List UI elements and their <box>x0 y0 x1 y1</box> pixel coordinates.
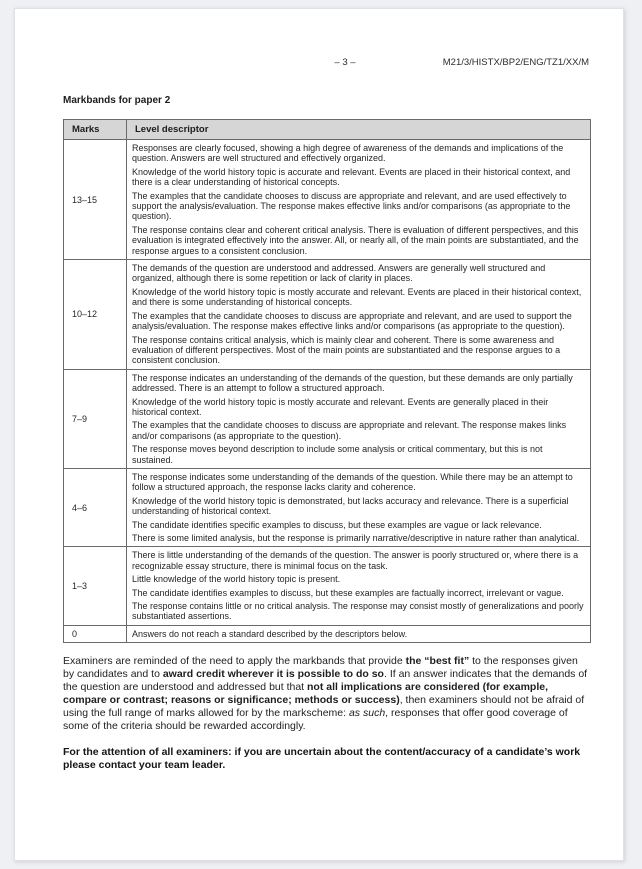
markband-row <box>64 369 591 468</box>
marks-cell: 13–15 <box>64 140 127 260</box>
level-descriptor-cell <box>127 625 591 642</box>
guidance-segment: , responses that offer good coverage of some of the criteria should be rewarded accordingly. <box>63 707 568 733</box>
marks-cell: 1–3 <box>64 547 127 625</box>
descriptor-paragraph: The response indicates some understanding of the demands of the question. While there may be an attempt to follow a structured approach, the response lacks clarity and coherence. <box>132 471 573 493</box>
marks-cell: 7–9 <box>64 369 127 468</box>
markband-table <box>63 119 591 643</box>
examiner-notice: For the attention of all examiners: if you are uncertain about the content/accuracy of a candidate’s work please contact your team leader. <box>63 746 581 772</box>
descriptor-paragraph: The response moves beyond description to include some analysis or critical commentary, but this is not sustained. <box>132 444 543 465</box>
marks-cell: 4–6 <box>64 468 127 546</box>
markband-row <box>64 547 591 625</box>
descriptor-paragraph: The response contains critical analysis, which is mainly clear and coherent. There is some awareness and evaluation of different perspectives. Most of the main points are substantiated and the response argues to a consistent conclusion. <box>132 334 561 366</box>
descriptor-paragraph: Little knowledge of the world history topic is present. <box>132 574 341 585</box>
descriptor-paragraph: The examples that the candidate chooses to discuss are appropriate and relevant, and are used to support the analysis/evaluation. The response makes effective links and/or comparisons (as appropriate to the question). <box>132 310 572 332</box>
page-content <box>15 9 623 772</box>
descriptor-paragraph: Knowledge of the world history topic is mostly accurate and relevant. Events are placed in their historical context, and there is some understanding of historical concepts. <box>132 286 582 308</box>
level-descriptor-cell <box>127 260 591 370</box>
descriptor-paragraph: The examples that the candidate chooses to discuss are appropriate and relevant, and are used effectively to support the analysis/evaluation. The response makes effective links and/or comparisons (as appropriate to the question). <box>132 190 571 222</box>
marks-cell: 0 <box>64 625 127 642</box>
level-descriptor-column-header: Level descriptor <box>127 120 591 140</box>
descriptor-paragraph: Responses are clearly focused, showing a high degree of awareness of the demands and implications of the question. Answers are well structured and effectively organized. <box>132 143 564 164</box>
level-descriptor-cell <box>127 369 591 468</box>
descriptor-paragraph: Knowledge of the world history topic is demonstrated, but lacks accuracy and relevance. There is a superficial understanding of historical context. <box>132 495 569 517</box>
descriptor-paragraph: There is little understanding of the demands of the question. The answer is poorly structured or, where there is a recognizable essay structure, there is minimal focus on the task. <box>132 550 579 571</box>
descriptor-paragraph: The response contains little or no critical analysis. The response may consist mostly of generalizations and poorly substantiated assertions. <box>132 601 584 622</box>
descriptor-paragraph: Knowledge of the world history topic is mostly accurate and relevant. Events are generally placed in their historical context. <box>132 396 549 417</box>
descriptor-paragraph: Knowledge of the world history topic is accurate and relevant. Events are placed in their historical context, and there is a clear understanding of historical concepts. <box>132 166 571 188</box>
level-descriptor-cell <box>127 140 591 260</box>
markband-row <box>64 140 591 260</box>
markband-row <box>64 468 591 546</box>
section-title: Markbands for paper 2 <box>63 95 171 106</box>
level-descriptor-cell <box>127 468 591 546</box>
descriptor-paragraph: The examples that the candidate chooses to discuss are appropriate and relevant. The response makes links and/or comparisons (as appropriate to the question). <box>132 420 567 441</box>
markband-table-head <box>64 120 591 140</box>
guidance-segment: award credit wherever it is possible to do so <box>162 668 384 681</box>
descriptor-paragraph: Answers do not reach a standard described by the descriptors below. <box>132 628 408 639</box>
guidance-segment: as such <box>348 707 386 720</box>
guidance-segment: . If an answer indicates that the demands of the question are understood and addressed but that <box>63 668 588 694</box>
guidance-segment: , then examiners should not be afraid of using the full range of marks allowed for by the markscheme: <box>63 694 585 720</box>
descriptor-paragraph: The demands of the question are understood and addressed. Answers are generally well structured and organized, although there is some repetition or lack of clarity in places. <box>132 263 546 284</box>
marks-cell: 10–12 <box>64 260 127 370</box>
guidance-segment: Examiners are reminded of the need to apply the markbands that provide <box>63 655 406 668</box>
document-page <box>14 8 624 861</box>
guidance-segment: not all implications are considered (for example, compare or contrast; reasons or significance; methods or success) <box>63 681 548 707</box>
document-code: M21/3/HISTX/BP2/ENG/TZ1/XX/M <box>442 57 589 68</box>
page-header <box>63 57 589 69</box>
markband-row <box>64 625 591 642</box>
descriptor-paragraph: The response contains clear and coherent critical analysis. There is evaluation of different perspectives, and this evaluation is integrated effectively into the answer. All, or nearly all, of the main points are substantiated, and the response argues to a consistent conclusion. <box>132 224 579 256</box>
page-number: – 3 – <box>334 57 356 68</box>
descriptor-paragraph: The candidate identifies examples to discuss, but these examples are factually incorrect, irrelevant or vague. <box>132 587 564 598</box>
marks-column-header: Marks <box>64 120 127 140</box>
markband-header-row <box>64 120 591 140</box>
descriptor-paragraph: The candidate identifies specific examples to discuss, but these examples are vague or lack relevance. <box>132 519 542 530</box>
guidance-segment: the “best fit” <box>405 655 470 668</box>
markband-table-body <box>64 140 591 643</box>
descriptor-paragraph: There is some limited analysis, but the response is primarily narrative/descriptive in nature rather than analytical. <box>132 533 580 543</box>
level-descriptor-cell <box>127 547 591 625</box>
descriptor-paragraph: The response indicates an understanding of the demands of the question, but these demands are only partially addressed. There is an attempt to follow a structured approach. <box>132 372 573 394</box>
guidance-segment: to the responses given by candidates and to <box>63 655 578 681</box>
markband-row <box>64 260 591 370</box>
guidance-paragraph <box>63 655 591 733</box>
